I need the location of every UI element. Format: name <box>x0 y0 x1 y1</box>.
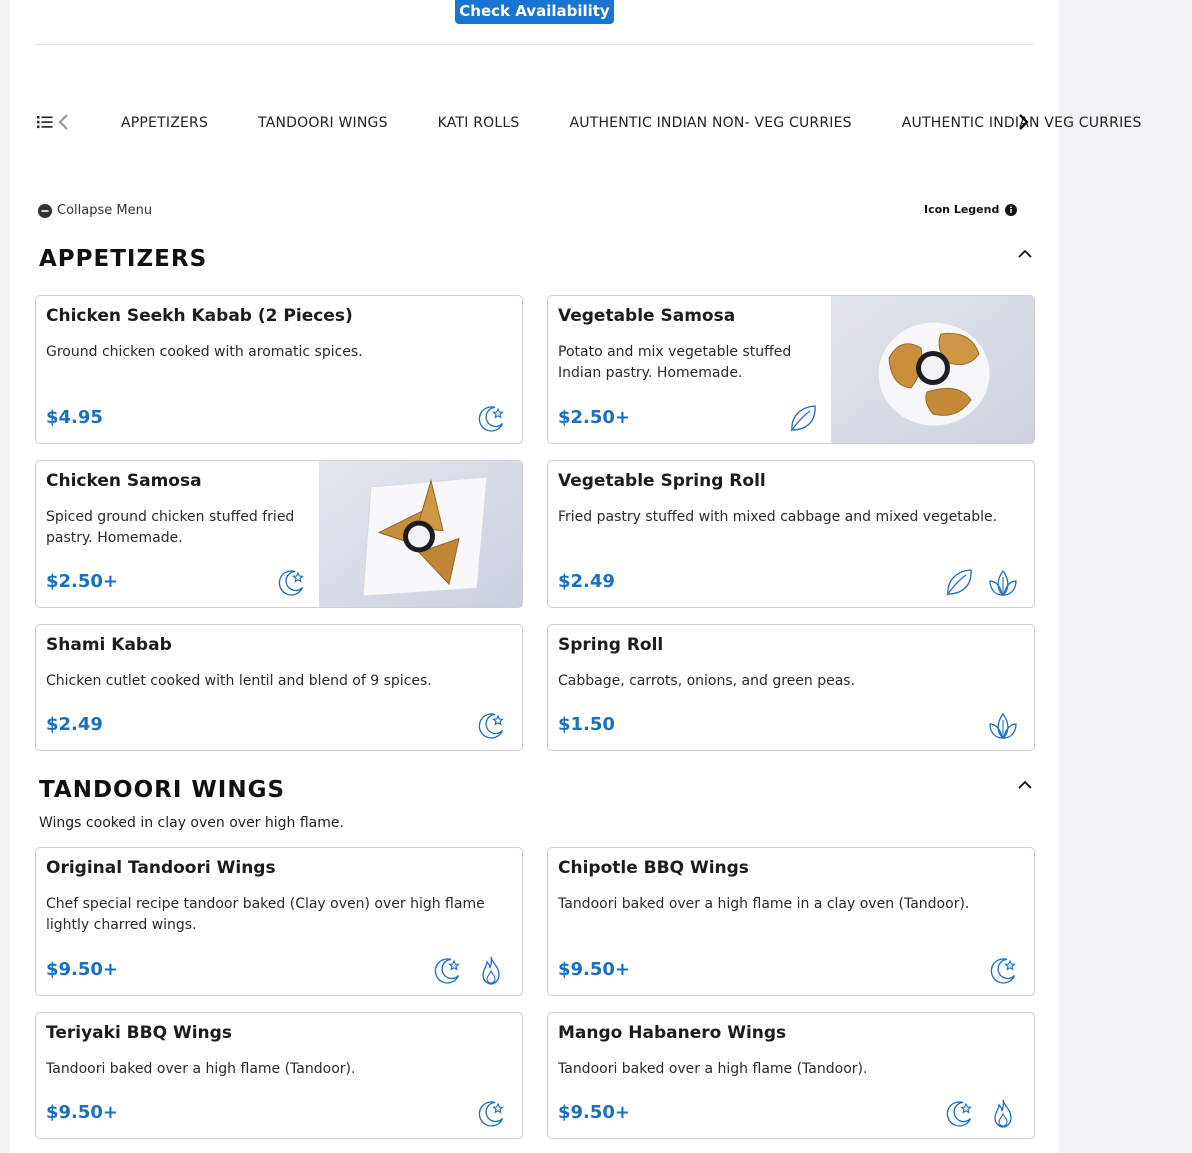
menu-item-description: Chicken cutlet cooked with lentil and blend of 9 spices. <box>46 673 432 689</box>
vegetarian-icon[interactable] <box>942 565 976 599</box>
menu-item-name: Vegetable Spring Roll <box>558 471 766 491</box>
check-availability-button[interactable]: Check Availability <box>455 0 614 24</box>
divider <box>35 44 1034 45</box>
menu-item-price: $9.50+ <box>558 959 631 980</box>
category-veg-curries[interactable]: AUTHENTIC INDIAN VEG CURRIES <box>901 115 1142 131</box>
chevron-up-icon[interactable] <box>1017 247 1033 261</box>
menu-item-price: $2.49 <box>46 714 103 735</box>
category-appetizers[interactable]: APPETIZERS <box>121 115 209 131</box>
chicken-samosa-photo <box>319 461 522 607</box>
halal-icon[interactable] <box>986 953 1020 987</box>
menu-item-card[interactable] <box>35 624 523 751</box>
menu-item-name: Chicken Seekh Kabab (2 Pieces) <box>46 306 353 326</box>
dietary-icons <box>986 953 1020 987</box>
category-strip <box>121 106 1142 140</box>
menu-item-card[interactable] <box>547 624 1035 751</box>
icon-legend-label: Icon Legend <box>924 203 1000 216</box>
category-tandoori-wings[interactable]: TANDOORI WINGS <box>258 115 388 131</box>
spicy-icon[interactable] <box>474 953 508 987</box>
menu-item-card[interactable] <box>35 295 523 444</box>
info-icon <box>1005 204 1017 216</box>
menu-item-description: Fried pastry stuffed with mixed cabbage and mixed vegetable. <box>558 509 998 525</box>
dietary-icons <box>942 565 1020 599</box>
menu-item-name: Original Tandoori Wings <box>46 858 276 878</box>
menu-item-description: Cabbage, carrots, onions, and green peas. <box>558 673 856 689</box>
menu-item-card[interactable] <box>35 1012 523 1139</box>
category-nav <box>35 106 1142 140</box>
dietary-icons <box>474 708 508 742</box>
halal-icon[interactable] <box>942 1096 976 1130</box>
menu-page <box>10 0 1142 1153</box>
collapse-menu-button[interactable] <box>38 203 152 218</box>
halal-icon[interactable] <box>474 401 508 435</box>
menu-item-card[interactable] <box>547 295 1035 444</box>
menu-item-name: Shami Kabab <box>46 635 172 655</box>
menu-item-card[interactable] <box>35 847 523 996</box>
section-description: Wings cooked in clay oven over high flame. <box>39 815 344 831</box>
menu-item-price: $2.50+ <box>558 407 631 428</box>
halal-icon[interactable] <box>474 1096 508 1130</box>
dietary-icons <box>986 708 1020 742</box>
vegetarian-icon[interactable] <box>786 401 820 435</box>
menu-item-price: $2.49 <box>558 571 615 592</box>
dietary-icons <box>274 565 308 599</box>
halal-icon[interactable] <box>274 565 308 599</box>
menu-item-name: Teriyaki BBQ Wings <box>46 1023 232 1043</box>
menu-item-price: $2.50+ <box>46 571 119 592</box>
dietary-icons <box>474 1096 508 1130</box>
menu-item-description: Spiced ground chicken stuffed fried pastry. Homemade. <box>46 509 295 546</box>
menu-item-description: Chef special recipe tandoor baked (Clay oven) over high flame lightly charred wings. <box>46 896 485 933</box>
dietary-icons <box>430 953 508 987</box>
menu-item-card[interactable] <box>547 847 1035 996</box>
menu-item-description: Ground chicken cooked with aromatic spices. <box>46 344 363 360</box>
minus-circle-icon <box>38 204 52 218</box>
halal-icon[interactable] <box>474 708 508 742</box>
halal-icon[interactable] <box>430 953 464 987</box>
section-title: APPETIZERS <box>39 246 208 272</box>
icon-legend-button[interactable] <box>924 203 1017 216</box>
menu-item-price: $9.50+ <box>46 959 119 980</box>
spicy-icon[interactable] <box>986 1096 1020 1130</box>
category-kati-rolls[interactable]: KATI ROLLS <box>437 115 520 131</box>
menu-item-name: Spring Roll <box>558 635 664 655</box>
menu-item-price: $9.50+ <box>46 1102 119 1123</box>
menu-item-name: Chicken Samosa <box>46 471 202 491</box>
menu-item-card[interactable] <box>547 1012 1035 1139</box>
collapse-menu-label: Collapse Menu <box>57 203 153 218</box>
vegan-icon[interactable] <box>986 565 1020 599</box>
menu-item-description: Potato and mix vegetable stuffed Indian pastry. Homemade. <box>558 344 792 381</box>
dietary-icons <box>474 401 508 435</box>
menu-item-price: $9.50+ <box>558 1102 631 1123</box>
chevron-up-icon[interactable] <box>1017 778 1033 792</box>
category-non-veg-curries[interactable]: AUTHENTIC INDIAN NON- VEG CURRIES <box>569 115 852 131</box>
menu-item-price: $1.50 <box>558 714 615 735</box>
vegan-icon[interactable] <box>986 708 1020 742</box>
dietary-icons <box>942 1096 1020 1130</box>
menu-item-name: Mango Habanero Wings <box>558 1023 787 1043</box>
menu-item-name: Vegetable Samosa <box>558 306 736 326</box>
menu-item-description: Tandoori baked over a high flame in a clay oven (Tandoor). <box>558 896 970 912</box>
vegetable-samosa-photo <box>831 296 1034 443</box>
menu-item-description: Tandoori baked over a high flame (Tandoor). <box>558 1061 868 1077</box>
chevron-right-icon[interactable] <box>1015 113 1031 131</box>
menu-item-description: Tandoori baked over a high flame (Tandoor). <box>46 1061 356 1077</box>
list-icon[interactable] <box>37 114 53 130</box>
chevron-left-icon[interactable] <box>57 113 71 131</box>
section-title: TANDOORI WINGS <box>39 777 286 803</box>
menu-item-card[interactable] <box>35 460 523 608</box>
menu-item-name: Chipotle BBQ Wings <box>558 858 749 878</box>
dietary-icons <box>786 401 820 435</box>
menu-item-card[interactable] <box>547 460 1035 608</box>
menu-item-price: $4.95 <box>46 407 103 428</box>
